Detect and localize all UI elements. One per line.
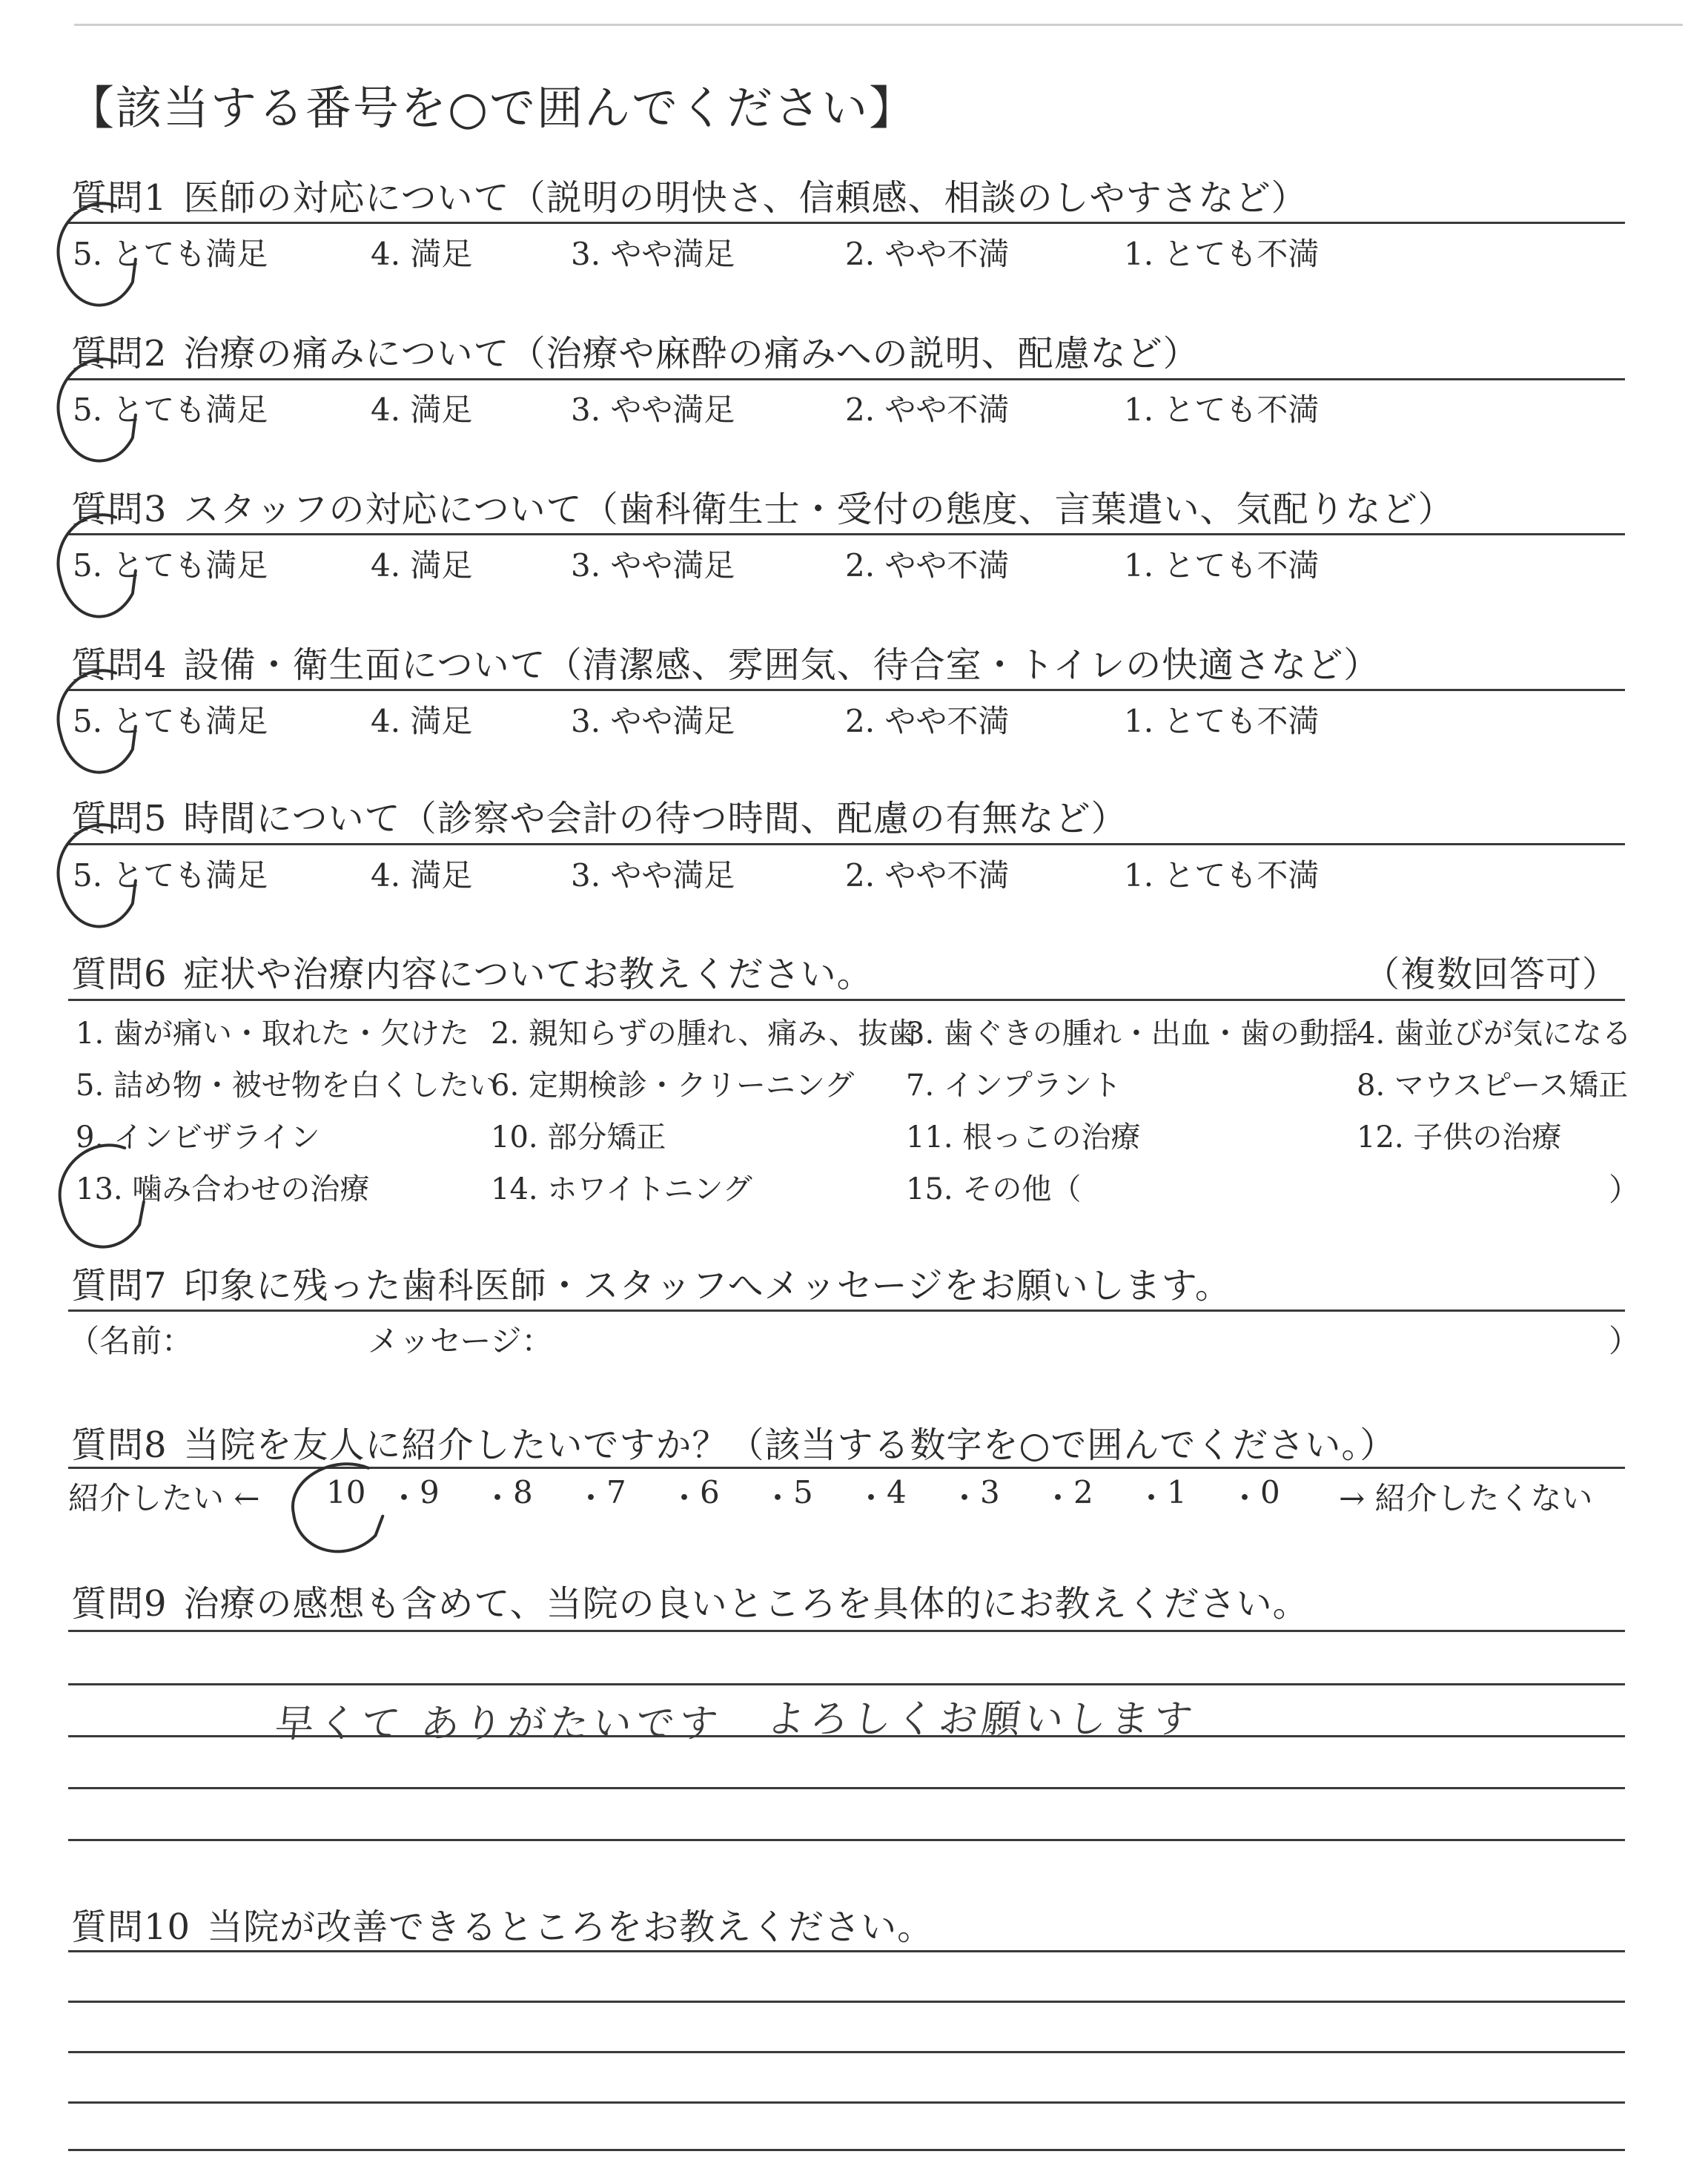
rating-option-3: 3. やや満足 <box>571 236 735 272</box>
question-label: 質問8 <box>71 1424 168 1466</box>
symptom-option: 6. 定期検診・クリーニング <box>491 1069 855 1103</box>
divider <box>68 689 1625 691</box>
question-7 <box>71 1257 1231 1308</box>
rating-option-1: 1. とても不満 <box>1124 547 1320 584</box>
question-label: 質問9 <box>71 1583 168 1625</box>
handwritten-answer-part1: 早くて ありがたいです <box>273 1702 725 1746</box>
question-text: 症状や治療内容についてお教えください。 <box>183 954 873 995</box>
question-9 <box>71 1575 1309 1626</box>
scale-separator: ・ <box>762 1480 794 1516</box>
recommend-scale-left-label: 紹介したい ← <box>68 1480 260 1516</box>
divider <box>68 1309 1625 1312</box>
symptom-option: 4. 歯並びが気になる <box>1357 1017 1632 1051</box>
symptom-option: 3. 歯ぐきの腫れ・出血・歯の動揺 <box>906 1017 1359 1051</box>
question-label: 質問1 <box>71 177 168 219</box>
scale-separator: ・ <box>575 1480 607 1516</box>
message-field-label: メッセージ： <box>368 1323 553 1359</box>
question-text: 当院を友人に紹介したいですか？（該当する数字を○で囲んでください。） <box>183 1424 1397 1466</box>
answer-line <box>68 2051 1625 2053</box>
symptom-option: 9. インビザライン <box>76 1120 320 1155</box>
rating-option-4: 4. 満足 <box>371 392 473 428</box>
rating-option-4: 4. 満足 <box>371 547 473 584</box>
rating-option-2: 2. やや不満 <box>845 236 1010 272</box>
question-text: 治療の痛みについて（治療や麻酔の痛みへの説明、配慮など） <box>183 333 1199 374</box>
answer-line <box>68 1950 1625 1952</box>
rating-option-1: 1. とても不満 <box>1124 703 1320 739</box>
rating-option-1: 1. とても不満 <box>1124 857 1320 894</box>
answer-line <box>68 1787 1625 1789</box>
message-close-paren: ） <box>1609 1323 1641 1359</box>
recommend-scale-right-label: → 紹介したくない <box>1339 1480 1593 1516</box>
recommend-score: 2 <box>1073 1474 1093 1510</box>
recommend-score: 6 <box>700 1474 720 1510</box>
question-6 <box>71 945 873 997</box>
rating-option-1: 1. とても不満 <box>1124 236 1320 272</box>
rating-option-5: 5. とても満足 <box>73 857 268 894</box>
rating-option-5: 5. とても満足 <box>73 392 268 428</box>
symptom-option: 13. 噛み合わせの治療 <box>76 1172 370 1206</box>
symptom-option: 7. インプラント <box>906 1069 1122 1103</box>
other-close-paren: ） <box>1609 1172 1641 1208</box>
rating-option-4: 4. 満足 <box>371 857 473 894</box>
scale-separator: ・ <box>1042 1480 1074 1516</box>
scale-separator: ・ <box>1136 1480 1168 1516</box>
question-label: 質問4 <box>71 644 168 686</box>
scale-separator: ・ <box>855 1480 887 1516</box>
rating-option-4: 4. 満足 <box>371 703 473 739</box>
scale-separator: ・ <box>949 1480 981 1516</box>
rating-option-2: 2. やや不満 <box>845 392 1010 428</box>
question-label: 質問6 <box>71 954 168 995</box>
recommend-score: 9 <box>420 1474 440 1510</box>
scale-separator: ・ <box>482 1480 514 1516</box>
symptom-option: 11. 根っこの治療 <box>906 1120 1141 1155</box>
symptom-option: 15. その他（ <box>906 1172 1082 1206</box>
symptom-option: 12. 子供の治療 <box>1357 1120 1562 1155</box>
multiple-answers-note: （複数回答可） <box>1364 954 1619 995</box>
rating-option-3: 3. やや満足 <box>571 392 735 428</box>
recommend-score: 7 <box>606 1474 626 1510</box>
rating-option-4: 4. 満足 <box>371 236 473 272</box>
instruction-header: 【該当する番号を○で囲んでください】 <box>68 81 917 135</box>
recommend-score: 10 <box>326 1474 366 1510</box>
symptom-option: 10. 部分矯正 <box>491 1120 666 1155</box>
recommend-score: 1 <box>1167 1474 1187 1510</box>
question-text: 時間について（診察や会計の待つ時間、配慮の有無など） <box>183 798 1128 839</box>
question-8 <box>71 1416 1396 1467</box>
question-text: 当院が改善できるところをお教えください。 <box>207 1906 934 1948</box>
question-label: 質問2 <box>71 333 168 374</box>
rating-option-5: 5. とても満足 <box>73 703 268 739</box>
rating-option-5: 5. とても満足 <box>73 547 268 584</box>
question-text: 印象に残った歯科医師・スタッフへメッセージをお願いします。 <box>183 1265 1231 1307</box>
question-label: 質問5 <box>71 798 168 839</box>
divider <box>68 222 1625 224</box>
question-1 <box>71 169 1308 220</box>
rating-option-5: 5. とても満足 <box>73 236 268 272</box>
question-2 <box>71 325 1199 376</box>
question-5 <box>71 790 1128 841</box>
question-label: 質問3 <box>71 489 168 530</box>
recommend-score: 4 <box>887 1474 907 1510</box>
name-field-label: （名前： <box>68 1323 193 1359</box>
question-text: 治療の感想も含めて、当院の良いところを具体的にお教えください。 <box>183 1583 1309 1625</box>
scan-top-edge <box>74 24 1683 26</box>
question-3 <box>71 480 1454 532</box>
answer-line <box>68 1630 1625 1632</box>
symptom-option: 8. マウスピース矯正 <box>1357 1069 1629 1103</box>
symptom-option: 5. 詰め物・被せ物を白くしたい <box>76 1069 499 1103</box>
question-text: 医師の対応について（説明の明快さ、信頼感、相談のしやすさなど） <box>183 177 1308 219</box>
symptom-option: 1. 歯が痛い・取れた・欠けた <box>76 1017 469 1051</box>
question-4 <box>71 636 1380 687</box>
divider <box>68 843 1625 845</box>
divider <box>68 1467 1625 1469</box>
rating-option-3: 3. やや満足 <box>571 547 735 584</box>
recommend-score: 8 <box>513 1474 533 1510</box>
rating-option-2: 2. やや不満 <box>845 703 1010 739</box>
symptom-option: 2. 親知らずの腫れ、痛み、抜歯 <box>491 1017 918 1051</box>
answer-line <box>68 2101 1625 2104</box>
recommend-score: 5 <box>793 1474 813 1510</box>
recommend-score: 3 <box>980 1474 1000 1510</box>
answer-line <box>68 1839 1625 1841</box>
handwritten-answer-part2: よろしくお願いします <box>764 1697 1199 1742</box>
symptom-option: 14. ホワイトニング <box>491 1172 752 1206</box>
rating-option-2: 2. やや不満 <box>845 547 1010 584</box>
question-label: 質問7 <box>71 1265 168 1307</box>
question-text: 設備・衛生面について（清潔感、雰囲気、待合室・トイレの快適さなど） <box>183 644 1380 686</box>
divider <box>68 533 1625 535</box>
answer-line <box>68 1683 1625 1685</box>
answer-line <box>68 2149 1625 2151</box>
question-label: 質問10 <box>71 1906 191 1948</box>
divider <box>68 378 1625 380</box>
question-10 <box>71 1898 933 1949</box>
scale-separator: ・ <box>388 1480 420 1516</box>
scale-separator: ・ <box>1229 1480 1261 1516</box>
scale-separator: ・ <box>669 1480 701 1516</box>
rating-option-1: 1. とても不満 <box>1124 392 1320 428</box>
question-text: スタッフの対応について（歯科衛生士・受付の態度、言葉遣い、気配りなど） <box>183 489 1454 530</box>
rating-option-2: 2. やや不満 <box>845 857 1010 894</box>
rating-option-3: 3. やや満足 <box>571 703 735 739</box>
divider <box>68 999 1625 1001</box>
answer-line <box>68 2001 1625 2003</box>
rating-option-3: 3. やや満足 <box>571 857 735 894</box>
recommend-score: 0 <box>1260 1474 1280 1510</box>
